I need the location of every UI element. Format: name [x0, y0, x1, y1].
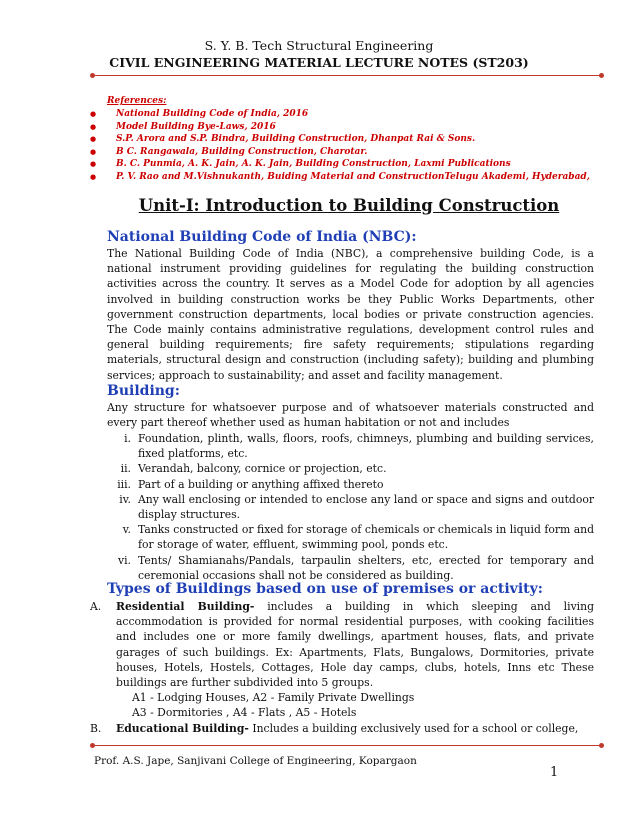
- building-intro: Any structure for whatsoever purpose and of whatsoever materials constructed and every part thereof whether used as human habitation or not and includes: [107, 401, 594, 430]
- list-item: ii. Verandah, balcony, cornice or projection, etc.: [120, 462, 387, 476]
- list-item: iv. Any wall enclosing or intended to enclose any land or space and signs and outdoor display structures.: [119, 492, 594, 522]
- reference-item: ● P. V. Rao and M.Vishnukanth, Buiding Material and ConstructionTelugu Akademi, Hyderabad,: [90, 171, 590, 184]
- references-list: [90, 108, 590, 184]
- building-types-heading: Types of Buildings based on use of premises or activity:: [107, 581, 543, 597]
- nbc-paragraph: The National Building Code of India (NBC), a comprehensive building Code, is a national instrument providing guidelines for regulating the building construction activities across the country. It serves as a Model Code for adoption by all agencies involved in building construction works be they Public Works Departments, other government construction departments, local bodies or private construction agencies. The Code mainly contains administrative regulations, development control rules and general building requirements; fire safety requirements; stipulations regarding materials, structural design and construction (including safety); building and plumbing services; approach to sustainability; and asset and facility management.: [107, 247, 594, 382]
- reference-item: ● National Building Code of India, 2016: [90, 108, 590, 121]
- list-item: i. Foundation, plinth, walls, floors, roofs, chimneys, plumbing and building services, fixed platforms, etc.: [124, 432, 594, 461]
- references-title: References:: [107, 96, 167, 106]
- header-title: CIVIL ENGINEERING MATERIAL LECTURE NOTES (ST203): [109, 55, 529, 70]
- reference-item: ● Model Building Bye-Laws, 2016: [90, 121, 590, 134]
- subgroup-line: A3 - Dormitories , A4 - Flats , A5 - Hotels: [132, 706, 357, 720]
- building-components-list: [107, 431, 594, 583]
- reference-item: ● B C. Rangawala, Building Construction, Charotar.: [90, 146, 590, 159]
- list-item: vi. Tents/ Shamianahs/Pandals, tarpaulin shelters, etc, erected for temporary and ceremonial occasions shall not be considered as building.: [118, 553, 594, 582]
- unit-title: Unit-I: Introduction to Building Construction: [138, 196, 560, 215]
- header-course-line: S. Y. B. Tech Structural Engineering: [204, 38, 434, 53]
- nbc-heading: National Building Code of India (NBC):: [107, 229, 417, 245]
- page-number: 1: [550, 765, 559, 780]
- header-divider: [93, 75, 601, 76]
- list-item: B. Educational Building- Includes a building exclusively used for a school or college,: [90, 721, 579, 735]
- footer-divider: [93, 745, 601, 746]
- subgroup-line: A1 - Lodging Houses, A2 - Family Private Dwellings: [132, 691, 415, 705]
- reference-item: ● B. C. Punmia, A. K. Jain, A. K. Jain, Building Construction, Laxmi Publications: [90, 158, 590, 171]
- list-item: v. Tanks constructed or fixed for storage of chemicals or chemicals in liquid form and for storage of water, effluent, swimming pool, ponds etc.: [122, 523, 594, 552]
- building-types-list: [90, 599, 594, 736]
- building-heading: Building:: [107, 383, 180, 399]
- footer-author: Prof. A.S. Jape, Sanjivani College of Engineering, Kopargaon: [94, 755, 417, 767]
- reference-item: ● S.P. Arora and S.P. Bindra, Building Construction, Dhanpat Rai & Sons.: [90, 133, 590, 146]
- list-item: iii. Part of a building or anything affixed thereto: [117, 477, 384, 491]
- list-item: A. Residential Building- includes a building in which sleeping and living accommodation is provided for normal residential purposes, with cooking facilities and includes one or more family dwellings, apartment houses, flats, and private garages of such buildings. Ex: Apartments, Flats, Bungalows, Dormitories, private houses, Hotels, Hostels, Cottages, Hole day camps, clubs, hotels, Inns etc These buildings are further subdivided into 5 groups. A1 - Lodging Houses, A2 - Family Private Dwellings A3 - Dormitories , A4 - Flats , A5 - Hotels: [90, 600, 594, 720]
